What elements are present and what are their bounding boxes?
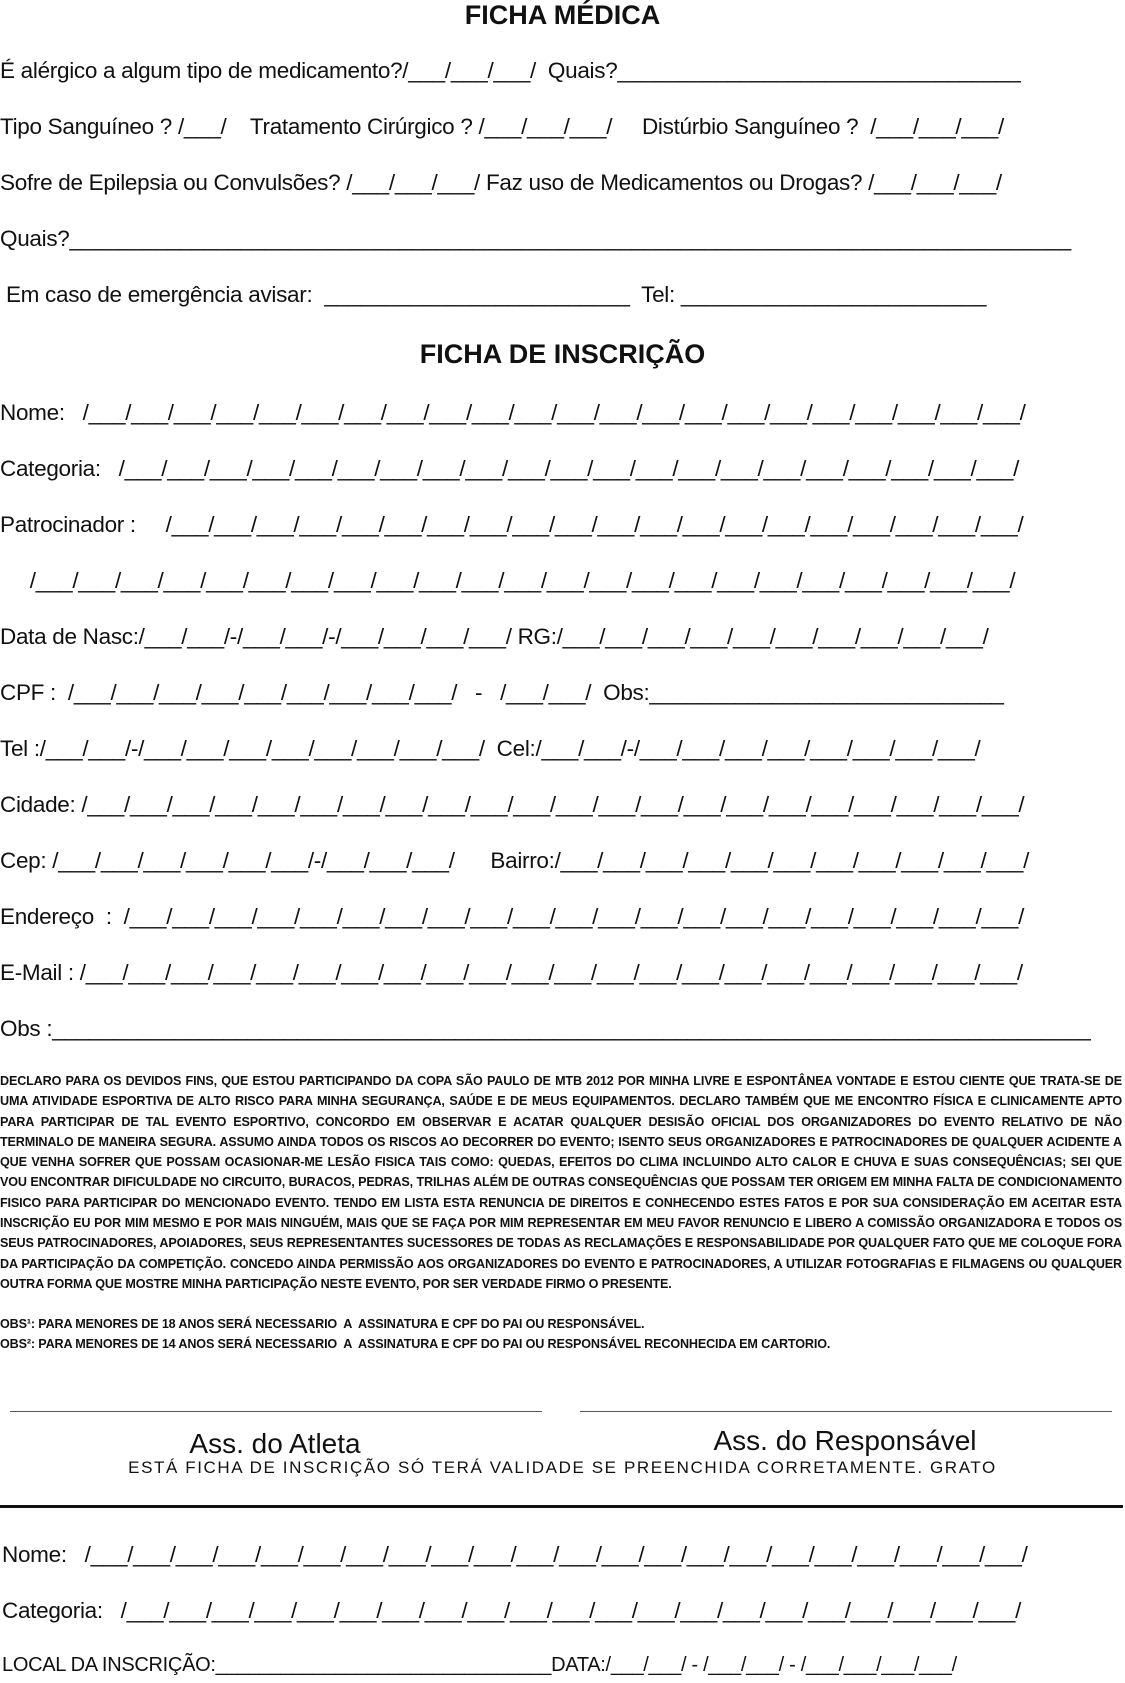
sponsor-field-line2[interactable]: /___/___/___/___/___/___/___/___/___/___/___/___/___/___/___/___/___/___/___/___/___/___/___/ (0, 568, 1016, 593)
guardian-signature-label: Ass. do Responsável (713, 1425, 977, 1456)
obs-field[interactable]: Obs :_____________________________________________________________________________________ (0, 1016, 1091, 1041)
zip-neighborhood-fields[interactable]: Cep: /___/___/___/___/___/___/-/___/___/___/ Bairro:/___/___/___/___/___/___/___/___/___/___/___/ (0, 848, 1030, 873)
allergy-field[interactable]: É alérgico a algum tipo de medicamento?/___/___/___/ Quais?_________________________________ (0, 58, 1021, 83)
which-drugs-field[interactable]: Quais?__________________________________________________________________________________ (0, 226, 1071, 251)
athlete-signature-line[interactable] (10, 1411, 542, 1412)
address-field[interactable]: Endereço : /___/___/___/___/___/___/___/___/___/___/___/___/___/___/___/___/___/___/___/___/___/ (0, 904, 1025, 929)
stub-location-date-field[interactable]: LOCAL DA INSCRIÇÃO:_______________________________DATA:/___/___/ - /___/___/ - /___/___/___/___/ (2, 1654, 957, 1676)
email-field[interactable]: E-Mail : /___/___/___/___/___/___/___/___/___/___/___/___/___/___/___/___/___/___/___/___/___/___/ (0, 960, 1023, 985)
declaration-text (0, 1071, 1122, 1294)
obs1-note: OBS¹: PARA MENORES DE 18 ANOS SERÁ NECESSARIO A ASSINATURA E CPF DO PAI OU RESPONSÁVEL. (0, 1317, 645, 1331)
category-field[interactable]: Categoria: /___/___/___/___/___/___/___/___/___/___/___/___/___/___/___/___/___/___/___/___/___/ (0, 456, 1020, 481)
registration-title: FICHA DE INSCRIÇÃO (419, 339, 706, 369)
sponsor-field[interactable]: Patrocinador : /___/___/___/___/___/___/___/___/___/___/___/___/___/___/___/___/___/___/___/___/ (0, 512, 1024, 537)
stub-divider (0, 1505, 1123, 1508)
medical-title: FICHA MÉDICA (464, 0, 661, 30)
birthdate-rg-field[interactable]: Data de Nasc:/___/___/-/___/___/-/___/___/___/___/ RG:/___/___/___/___/___/___/___/___/___/___/ (0, 624, 989, 649)
stub-name-field[interactable]: Nome: /___/___/___/___/___/___/___/___/___/___/___/___/___/___/___/___/___/___/___/___/___/___/ (2, 1542, 1028, 1567)
phone-fields[interactable]: Tel :/___/___/-/___/___/___/___/___/___/___/___/ Cel:/___/___/-/___/___/___/___/___/___/___/___/ (0, 736, 981, 761)
stub-category-field[interactable]: Categoria: /___/___/___/___/___/___/___/___/___/___/___/___/___/___/___/___/___/___/___/___/___/ (2, 1598, 1022, 1623)
name-field[interactable]: Nome: /___/___/___/___/___/___/___/___/___/___/___/___/___/___/___/___/___/___/___/___/___/___/ (0, 400, 1026, 425)
obs2-note: OBS²: PARA MENORES DE 14 ANOS SERÁ NECESSARIO A ASSINATURA E CPF DO PAI OU RESPONSÁVEL RECONHECIDA EM CARTORIO. (0, 1337, 831, 1351)
validity-note: ESTÁ FICHA DE INSCRIÇÃO SÓ TERÁ VALIDADE SE PREENCHIDA CORRETAMENTE. GRATO (128, 1458, 997, 1477)
epilepsy-drugs-fields[interactable]: Sofre de Epilepsia ou Convulsões? /___/___/___/ Faz uso de Medicamentos ou Drogas? /___/___/___/ (0, 170, 1002, 195)
blood-treatment-fields[interactable]: Tipo Sanguíneo ? /___/ Tratamento Cirúrgico ? /___/___/___/ Distúrbio Sanguíneo ? /___/___/___/ (0, 114, 1004, 139)
emergency-contact-field[interactable]: Em caso de emergência avisar: _________________________ Tel: _________________________ (0, 282, 987, 307)
cpf-obs-field[interactable]: CPF : /___/___/___/___/___/___/___/___/___/ - /___/___/ Obs:_____________________________ (0, 680, 1004, 705)
city-field[interactable]: Cidade: /___/___/___/___/___/___/___/___/___/___/___/___/___/___/___/___/___/___/___/___/___/___/ (0, 792, 1025, 817)
declaration-paragraph: DECLARO PARA OS DEVIDOS FINS, QUE ESTOU PARTICIPANDO DA COPA SÃO PAULO DE MTB 2012 POR MINHA LIVRE E ESPONTÂNEA VONTADE E ESTOU CIENTE QUE TRATA-SE DE UMA ATIVIDADE ESPORTIVA DE ALTO RISCO PARA MINHA SEGURANÇA, SAÚDE E DE MEUS EQUIPAMENTOS. DECLARO TAMBÉM QUE ME ENCONTRO FÍSICA E CLINICAMENTE APTO PARA PARTICIPAR DE TAL EVENTO ESPORTIVO, CONCORDO EM OBSERVAR E ACATAR QUALQUER DESISÃO OFICIAL DOS ORGANIZADORES DO EVENTO RELATIVO DE NÃO TERMINALO DE MANEIRA SEGURA. ASSUMO AINDA TODOS OS RISCOS AO DECORRER DO EVENTO; ISENTO SEUS ORGANIZADORES E PATROCINADORES DE QUALQUER ACIDENTE A QUE VENHA SOFRER QUE POSSAM OCASIONAR-ME LESÃO FISICA TAIS COMO: QUEDAS, EFEITOS DO CLIMA INCLUINDO ALTO CALOR E CHUVA E SUAS CONSEQUÊNCIAS; SEI QUE VOU ENCONTRAR DIFICULDADE NO CIRCUITO, BURACOS, PEDRAS, TRILHAS ALÉM DE OUTRAS CONSEQUÊNCIAS QUE POSSAM TER ORIGEM EM MINHA FALTA DE CONDICIONAMENTO FISICO PARA PARTICIPAR DO MENCIONADO EVENTO. TENDO EM LISTA ESTA RENUNCIA DE DIREITOS E CONHECENDO ESTES FATOS E POR SUA CONSIDERAÇÃO EM ACEITAR ESTA INSCRIÇÃO EU POR MIM MESMO E POR MAIS NINGUÉM, MAIS QUE SE FAÇA POR MIM REPRESENTAR EM MEU FAVOR RENUNCIO E LIBERO A COMISSÃO ORGANIZADORA E TODOS OS SEUS PATROCINADORES, APOIADORES, SEUS REPRESENTANTES SUCESSORES DE TODAS AS RECLAMAÇÕES E RESPONSABILIDADE POR QUALQUER FATO QUE ME COLOQUE FORA DA PARTICIPAÇÃO DA COMPETIÇÃO. CONCEDO AINDA PERMISSÃO AOS ORGANIZADORES DO EVENTO E PATROCINADORES, A UTILIZAR FOTOGRAFIAS E FILMAGENS OU QUALQUER OUTRA FORMA QUE MOSTRE MINHA PARTICIPAÇÃO NESTE EVENTO, POR SER VERDADE FIRMO O PRESENTE. (0, 1074, 1122, 1291)
athlete-signature-label: Ass. do Atleta (189, 1428, 361, 1459)
guardian-signature-line[interactable] (580, 1411, 1112, 1412)
